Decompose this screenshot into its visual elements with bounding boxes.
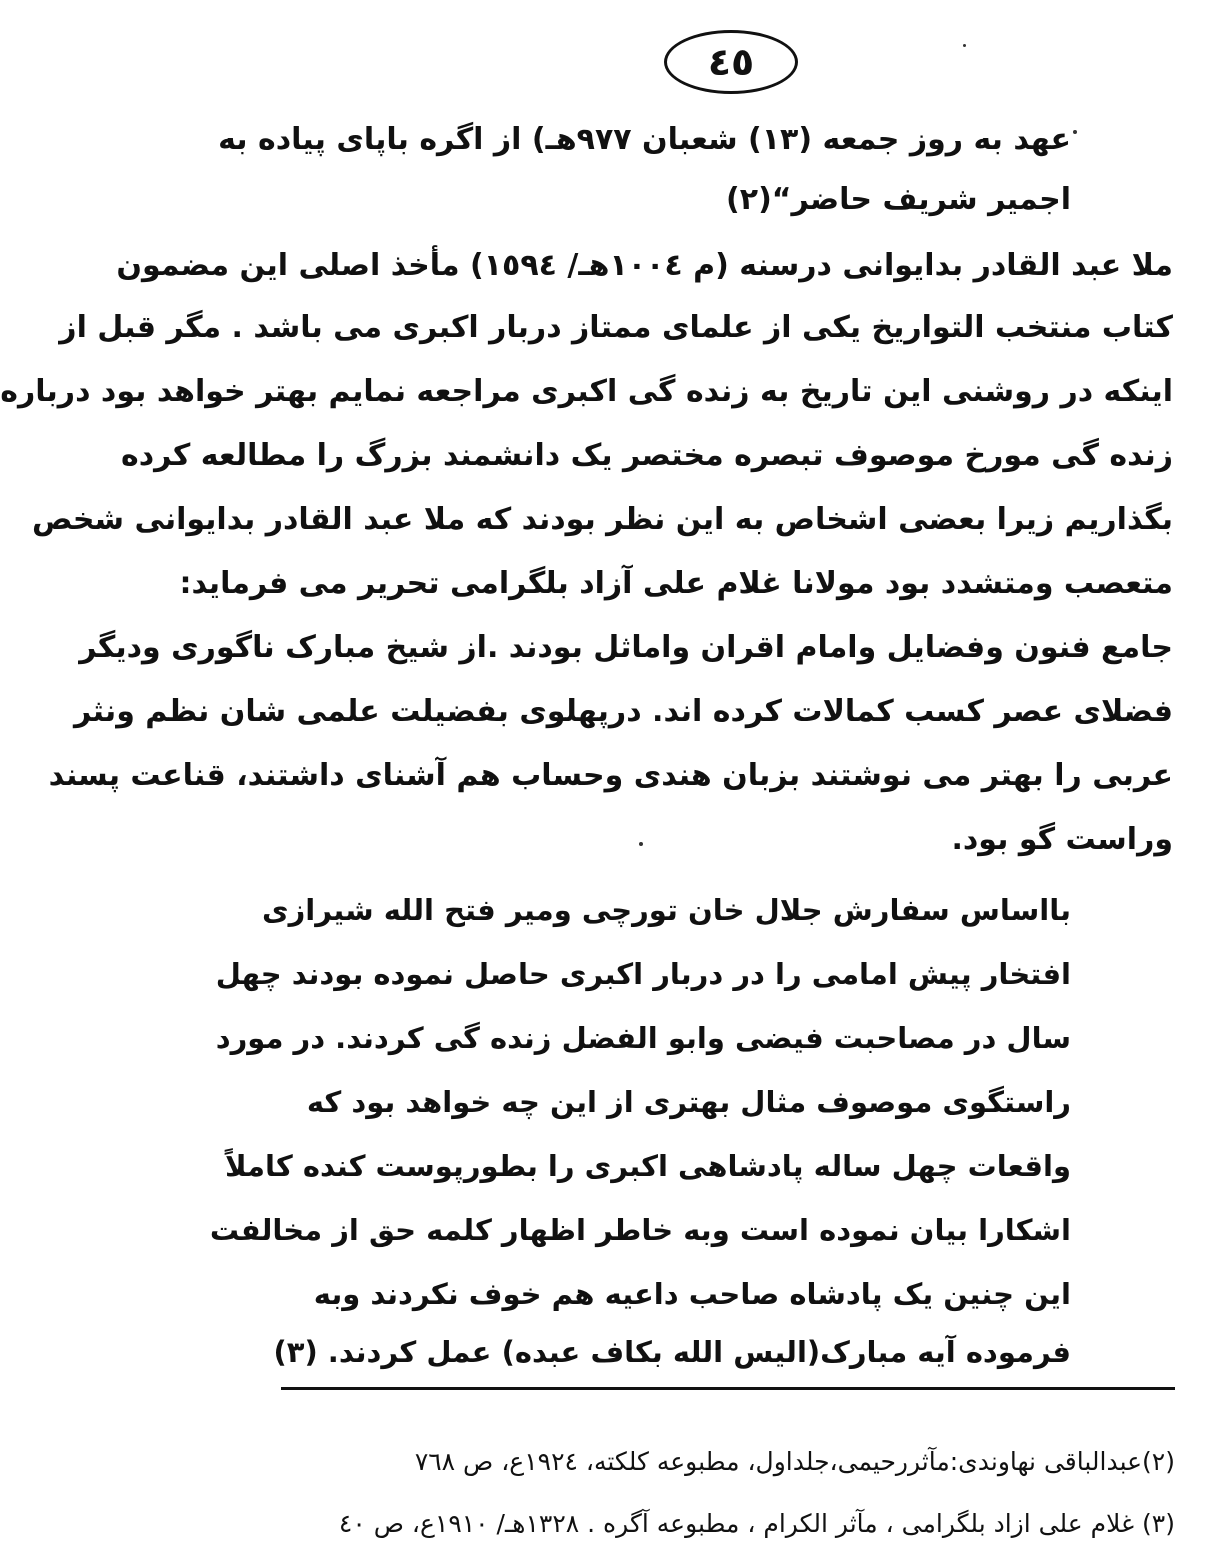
main-line-4: زنده گی مورخ موصوف تبصره مختصر یک دانشمند بزرگ را مطالعه کرده xyxy=(121,438,1173,473)
main-line-7: جامع فنون وفضایل وامام اقران واماثل بودند .از شیخ مبارک ناگوری ودیگر xyxy=(79,630,1173,665)
footnote-2: (۲)عبدالباقی نهاوندی:مآثررحیمی،جلداول، مطبوعه کلکته، ١٩٢٤ع، ص ٧٦٨ xyxy=(414,1447,1175,1476)
main-line-6: متعصب ومتشدد بود مولانا غلام علی آزاد بلگرامی تحریر می فرماید: xyxy=(179,566,1173,601)
quote-line-7: این چنین یک پادشاه صاحب داعیه هم خوف نکردند وبه xyxy=(313,1277,1071,1311)
main-line-10: وراست گو بود. xyxy=(951,822,1173,857)
quote-line-2: افتخار پیش امامی را در دربار اکبری حاصل نموده بودند چهل xyxy=(215,957,1071,991)
footnote-divider xyxy=(281,1387,1175,1390)
main-line-1: ملا عبد القادر بدایوانی درسنه (م ١٠٠٤هـ/ ١٥٩٤) مأخذ اصلی این مضمون xyxy=(116,248,1173,283)
scan-speck xyxy=(1073,130,1077,134)
main-line-5: بگذاریم زیرا بعضی اشخاص به این نظر بودند که ملا عبد القادر بدایوانی شخص xyxy=(31,502,1173,537)
page-number: ٤٥ xyxy=(664,30,798,94)
quote-line-1: بااساس سفارش جلال خان تورچی ومیر فتح الله شیرازی xyxy=(262,893,1071,927)
intro-line-1: عهد به روز جمعه (۱۳) شعبان ۹۷۷هـ) از اگره باپای پیاده به xyxy=(218,122,1071,157)
scan-speck xyxy=(963,44,966,47)
scan-speck xyxy=(639,842,643,846)
quote-line-3: سال در مصاحبت فیضی وابو الفضل زنده گی کردند. در مورد xyxy=(215,1021,1071,1055)
quote-line-6: اشکارا بیان نموده است وبه خاطر اظهار کلمه حق از مخالفت xyxy=(209,1213,1071,1247)
main-line-2: کتاب منتخب التواریخ یکی از علمای ممتاز دربار اکبری می باشد . مگر قبل از xyxy=(59,310,1173,345)
quote-line-5: واقعات چهل ساله پادشاهی اکبری را بطورپوست کنده کاملاً xyxy=(225,1149,1071,1183)
intro-line-2: اجمیر شریف حاضر“(۲) xyxy=(726,182,1071,217)
main-line-8: فضلای عصر کسب کمالات کرده اند. درپهلوی بفضیلت علمی شان نظم ونثر xyxy=(74,694,1173,729)
quote-line-8: فرموده آیه مبارک(الیس الله بکاف عبده) عمل کردند. (۳) xyxy=(273,1335,1071,1369)
main-line-9: عربی را بهتر می نوشتند بزبان هندی وحساب هم آشنای داشتند، قناعت پسند xyxy=(48,758,1173,793)
main-line-3: اینکه در روشنی این تاریخ به زنده گی اکبری مراجعه نمایم بهتر خواهد بود درباره xyxy=(0,374,1173,409)
footnote-3: (۳) غلام علی ازاد بلگرامی ، مآثر الکرام ، مطبوعه آگره . ١٣٢٨هـ/ ١٩١٠ع، ص ٤٠ xyxy=(338,1509,1175,1538)
quote-line-4: راستگوی موصوف مثال بهتری از این چه خواهد بود که xyxy=(306,1085,1071,1119)
